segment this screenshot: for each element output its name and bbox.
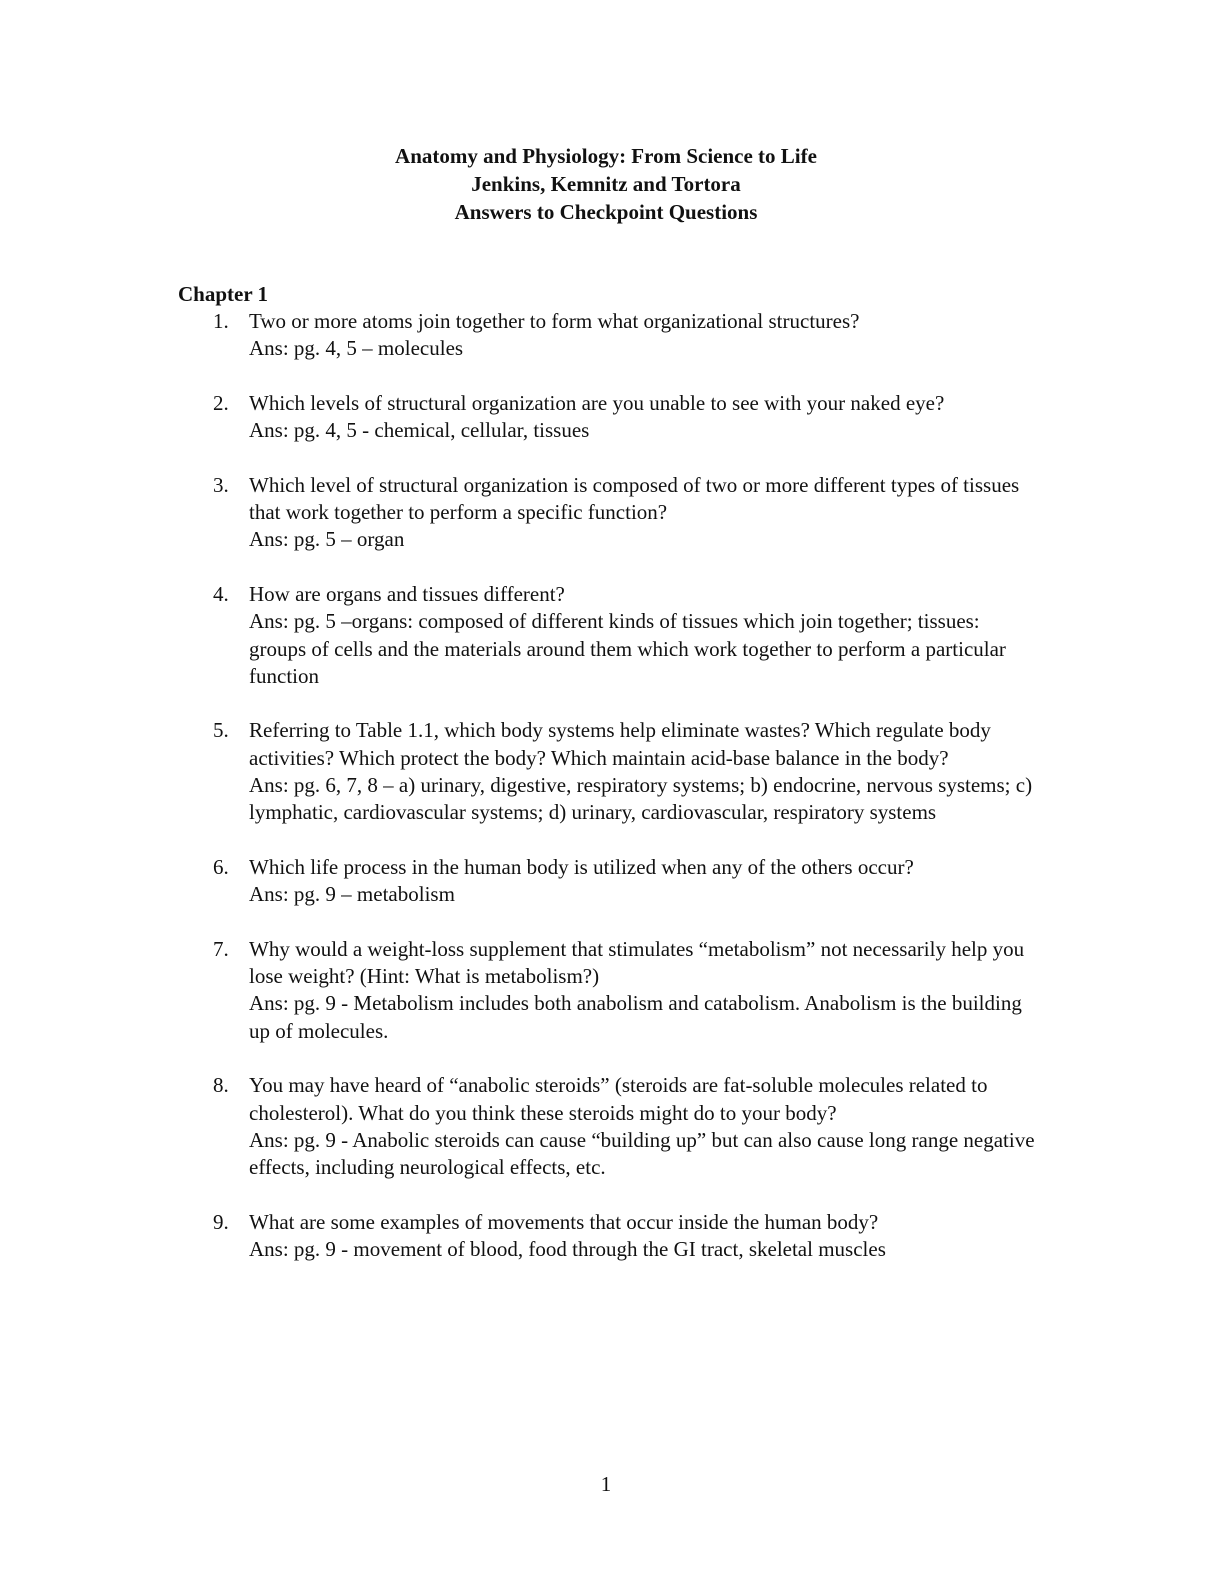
question-number: 3. (213, 472, 229, 497)
answer-text: Ans: pg. 5 – organ (249, 527, 405, 552)
question-number: 8. (213, 1073, 229, 1098)
question-item (178, 854, 1038, 909)
question-number: 1. (213, 309, 229, 333)
answer-text: Ans: pg. 4, 5 - chemical, cellular, tissues (249, 418, 590, 443)
question-item (178, 1209, 1038, 1264)
question-number: 9. (213, 1209, 229, 1234)
answer-text: Ans: pg. 9 - Metabolism includes both anabolism and catabolism. Anabolism is the building up of molecules. (249, 991, 1022, 1043)
page-number: 1 (600, 1472, 612, 1496)
question-number: 5. (213, 718, 229, 743)
question-text: Two or more atoms join together to form what organizational structures? (249, 309, 860, 333)
book-title: Anatomy and Physiology: From Science to Life (395, 144, 817, 168)
question-text: Referring to Table 1.1, which body systems help eliminate wastes? Which regulate body activities? Which protect the body? Which maintain acid-base balance in the body? (249, 718, 991, 770)
document-subtitle: Answers to Checkpoint Questions (454, 200, 758, 224)
question-text: Which levels of structural organization are you unable to see with your naked eye? (249, 390, 945, 415)
question-item (178, 390, 1038, 445)
question-item (178, 717, 1038, 826)
question-item (178, 581, 1038, 690)
question-text: Which life process in the human body is utilized when any of the others occur? (249, 854, 914, 879)
question-text: How are organs and tissues different? (249, 581, 565, 606)
question-number: 6. (213, 854, 229, 879)
answer-text: Ans: pg. 9 - Anabolic steroids can cause “building up” but can also cause long range negative effects, including neurological effects, etc. (249, 1127, 1035, 1180)
question-item (178, 472, 1038, 554)
question-text: What are some examples of movements that occur inside the human body? (249, 1209, 879, 1234)
question-item (178, 308, 1038, 363)
question-number: 7. (213, 936, 229, 961)
authors: Jenkins, Kemnitz and Tortora (471, 172, 741, 196)
answer-text: Ans: pg. 9 – metabolism (249, 882, 455, 907)
answer-text: Ans: pg. 9 - movement of blood, food through the GI tract, skeletal muscles (249, 1237, 886, 1262)
question-text: You may have heard of “anabolic steroids” (steroids are fat-soluble molecules related to cholesterol). What do you think these steroids might do to your body? (249, 1073, 988, 1125)
question-number: 2. (213, 390, 229, 415)
question-number: 4. (213, 581, 229, 606)
question-item (178, 1072, 1038, 1181)
chapter-heading: Chapter 1 (178, 282, 269, 306)
answer-text: Ans: pg. 4, 5 – molecules (249, 336, 464, 361)
answer-text: Ans: pg. 5 –organs: composed of different kinds of tissues which join together; tissues: groups of cells and the materials around them which work together to perform a particular function (249, 609, 1006, 688)
question-list (178, 308, 1038, 1291)
answer-text: Ans: pg. 6, 7, 8 – a) urinary, digestive, respiratory systems; b) endocrine, nervous systems; c) lymphatic, cardiovascular systems; d) urinary, cardiovascular, respiratory systems (249, 773, 1033, 825)
question-item (178, 936, 1038, 1045)
question-text: Which level of structural organization is composed of two or more different types of tissues that work together to perform a specific function? (249, 472, 1020, 525)
question-text: Why would a weight-loss supplement that stimulates “metabolism” not necessarily help you lose weight? (Hint: What is metabolism?) (249, 936, 1025, 989)
document-header (0, 142, 1212, 226)
